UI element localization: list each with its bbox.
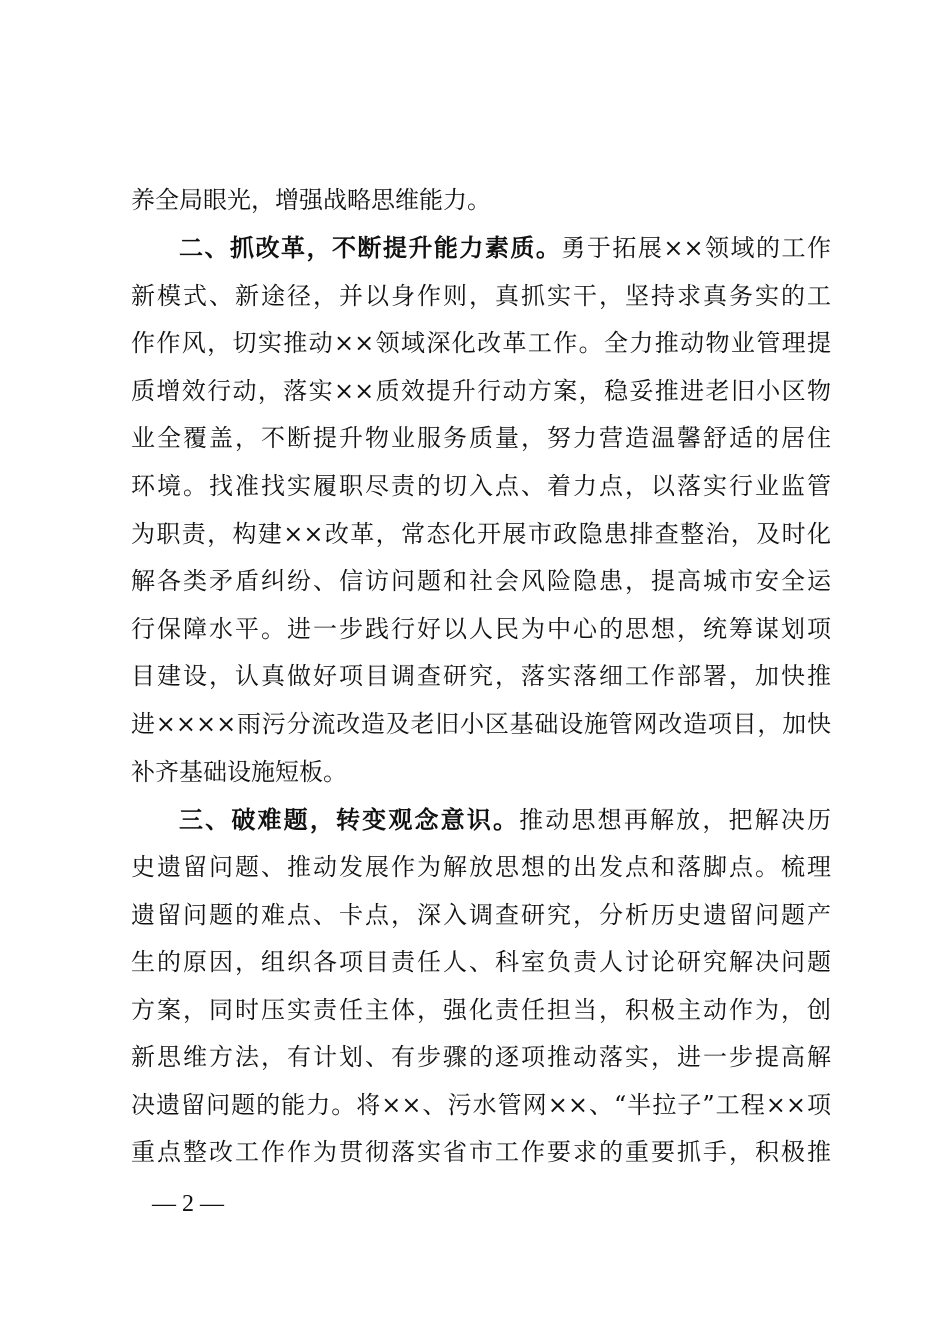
text-line: 方案，同时压实责任主体，强化责任担当，积极主动作为，创 <box>131 996 831 1024</box>
section-heading: 三、破难题，转变观念意识。 <box>179 805 520 834</box>
text-line: 决遗留问题的能力。将××、污水管网××、“半拉子”工程××项 <box>131 1091 831 1119</box>
text-line: 质增效行动，落实××质效提升行动方案，稳妥推进老旧小区物 <box>131 377 831 405</box>
text-line: 目建设，认真做好项目调查研究，落实落细工作部署，加快推 <box>131 662 831 690</box>
text-line: 业全覆盖，不断提升物业服务质量，努力营造温馨舒适的居住 <box>131 424 831 452</box>
text-line: 作作风，切实推动××领域深化改革工作。全力推动物业管理提 <box>131 329 831 357</box>
text-line: 环境。找准找实履职尽责的切入点、着力点，以落实行业监管 <box>131 472 831 500</box>
section-heading-line: 三、破难题，转变观念意识。推动思想再解放，把解决历 <box>179 805 831 834</box>
text-line: 新思维方法，有计划、有步骤的逐项推动落实，进一步提高解 <box>131 1043 831 1071</box>
section-heading: 二、抓改革，不断提升能力素质。 <box>179 233 562 262</box>
text-line: 行保障水平。进一步践行好以人民为中心的思想，统筹谋划项 <box>131 615 831 643</box>
text-line: 解各类矛盾纠纷、信访问题和社会风险隐患，提高城市安全运 <box>131 567 831 595</box>
text-line: 史遗留问题、推动发展作为解放思想的出发点和落脚点。梳理 <box>131 853 831 881</box>
text-line: 为职责，构建××改革，常态化开展市政隐患排查整治，及时化 <box>131 520 831 548</box>
page-number: — 2 — <box>152 1191 224 1217</box>
text-line: 重点整改工作作为贯彻落实省市工作要求的重要抓手，积极推 <box>131 1138 831 1166</box>
text-line: 遗留问题的难点、卡点，深入调查研究，分析历史遗留问题产 <box>131 901 831 929</box>
text-line: 补齐基础设施短板。 <box>131 758 347 786</box>
section-heading-line: 二、抓改革，不断提升能力素质。勇于拓展××领域的工作 <box>179 233 831 262</box>
text-line: 新模式、新途径，并以身作则，真抓实干，坚持求真务实的工 <box>131 282 831 310</box>
text-line: 生的原因，组织各项目责任人、科室负责人讨论研究解决问题 <box>131 948 831 976</box>
text-line: 养全局眼光，增强战略思维能力。 <box>131 186 491 214</box>
text-line: 进××××雨污分流改造及老旧小区基础设施管网改造项目，加快 <box>131 710 831 738</box>
